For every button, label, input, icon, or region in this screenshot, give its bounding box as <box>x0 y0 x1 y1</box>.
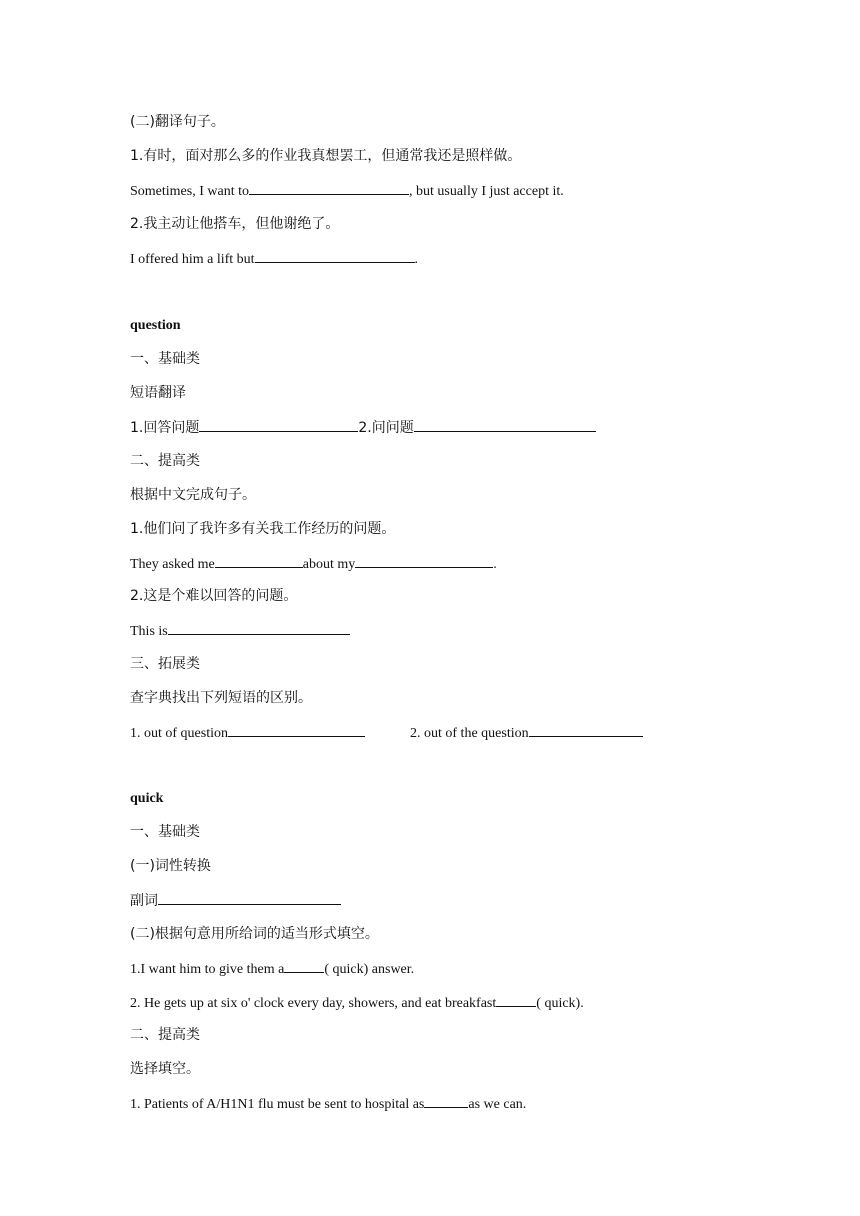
subsection-heading: 短语翻译 <box>130 385 186 401</box>
sentence-part: Sometimes, I want to <box>130 184 249 199</box>
answer-blank[interactable] <box>496 993 536 1007</box>
answer-line <box>130 959 414 979</box>
answer-line <box>130 418 596 438</box>
section-heading: 一、基础类 <box>130 824 200 840</box>
answer-line <box>130 621 350 641</box>
sentence-part: . <box>493 557 497 572</box>
word-title: question <box>130 318 181 333</box>
answer-blank[interactable] <box>228 723 365 737</box>
sentence-part: I offered him a lift but <box>130 252 255 267</box>
sentence-part: ( quick). <box>536 996 584 1011</box>
phrase-prompt: 2. out of the question <box>410 726 529 741</box>
answer-line <box>130 891 341 911</box>
word-title: quick <box>130 791 164 806</box>
answer-blank[interactable] <box>158 891 341 905</box>
sentence-part: as we can. <box>468 1097 527 1112</box>
answer-line <box>130 249 418 269</box>
sentence-part: about my <box>302 557 356 572</box>
question-chinese: 1.他们问了我许多有关我工作经历的问题。 <box>130 521 396 537</box>
section-heading: 二、提高类 <box>130 453 200 469</box>
sentence-part: They asked me <box>130 557 215 572</box>
answer-blank[interactable] <box>255 249 415 263</box>
answer-blank[interactable] <box>284 959 324 973</box>
sentence-part: This is <box>130 624 168 639</box>
section-heading: 一、基础类 <box>130 351 200 367</box>
answer-blank[interactable] <box>215 554 303 568</box>
answer-blank[interactable] <box>168 621 350 635</box>
answer-blank[interactable] <box>529 723 643 737</box>
sentence-part: 1. Patients of A/H1N1 flu must be sent to hospital as <box>130 1097 425 1112</box>
answer-blank[interactable] <box>355 554 493 568</box>
answer-line <box>130 993 584 1013</box>
answer-line <box>130 181 564 201</box>
phrase-prompt: 1. out of question <box>130 726 228 741</box>
sentence-part: ( quick) answer. <box>324 962 415 977</box>
sentence-part: 1.I want him to give them a <box>130 962 285 977</box>
phrase-prompt: 副词 <box>130 893 158 909</box>
subsection-heading: 根据中文完成句子。 <box>130 487 256 503</box>
answer-blank[interactable] <box>414 418 596 432</box>
section-heading: (二)翻译句子。 <box>130 114 225 130</box>
sentence-part: , but usually I just accept it. <box>409 184 564 199</box>
subsection-heading: 查字典找出下列短语的区别。 <box>130 690 312 706</box>
answer-blank[interactable] <box>249 181 409 195</box>
subsection-heading: (二)根据句意用所给词的适当形式填空。 <box>130 926 379 942</box>
phrase-prompt: 1.回答问题 <box>130 420 200 436</box>
question-chinese: 2.这是个难以回答的问题。 <box>130 588 298 604</box>
subsection-heading: (一)词性转换 <box>130 858 211 874</box>
answer-line <box>130 1094 526 1114</box>
sentence-part: . <box>414 252 419 267</box>
answer-line <box>130 554 497 574</box>
section-heading: 三、拓展类 <box>130 656 200 672</box>
answer-blank[interactable] <box>199 418 358 432</box>
answer-line <box>130 723 365 743</box>
section-heading: 二、提高类 <box>130 1027 200 1043</box>
question-chinese: 2.我主动让他搭车，但他谢绝了。 <box>130 216 340 232</box>
answer-line <box>410 723 643 743</box>
question-chinese: 1.有时，面对那么多的作业我真想罢工，但通常我还是照样做。 <box>130 148 522 164</box>
subsection-heading: 选择填空。 <box>130 1061 200 1077</box>
sentence-part: 2. He gets up at six o' clock every day, showers, and eat breakfast <box>130 996 497 1011</box>
answer-blank[interactable] <box>424 1094 468 1108</box>
phrase-prompt: 2.问问题 <box>358 420 414 436</box>
